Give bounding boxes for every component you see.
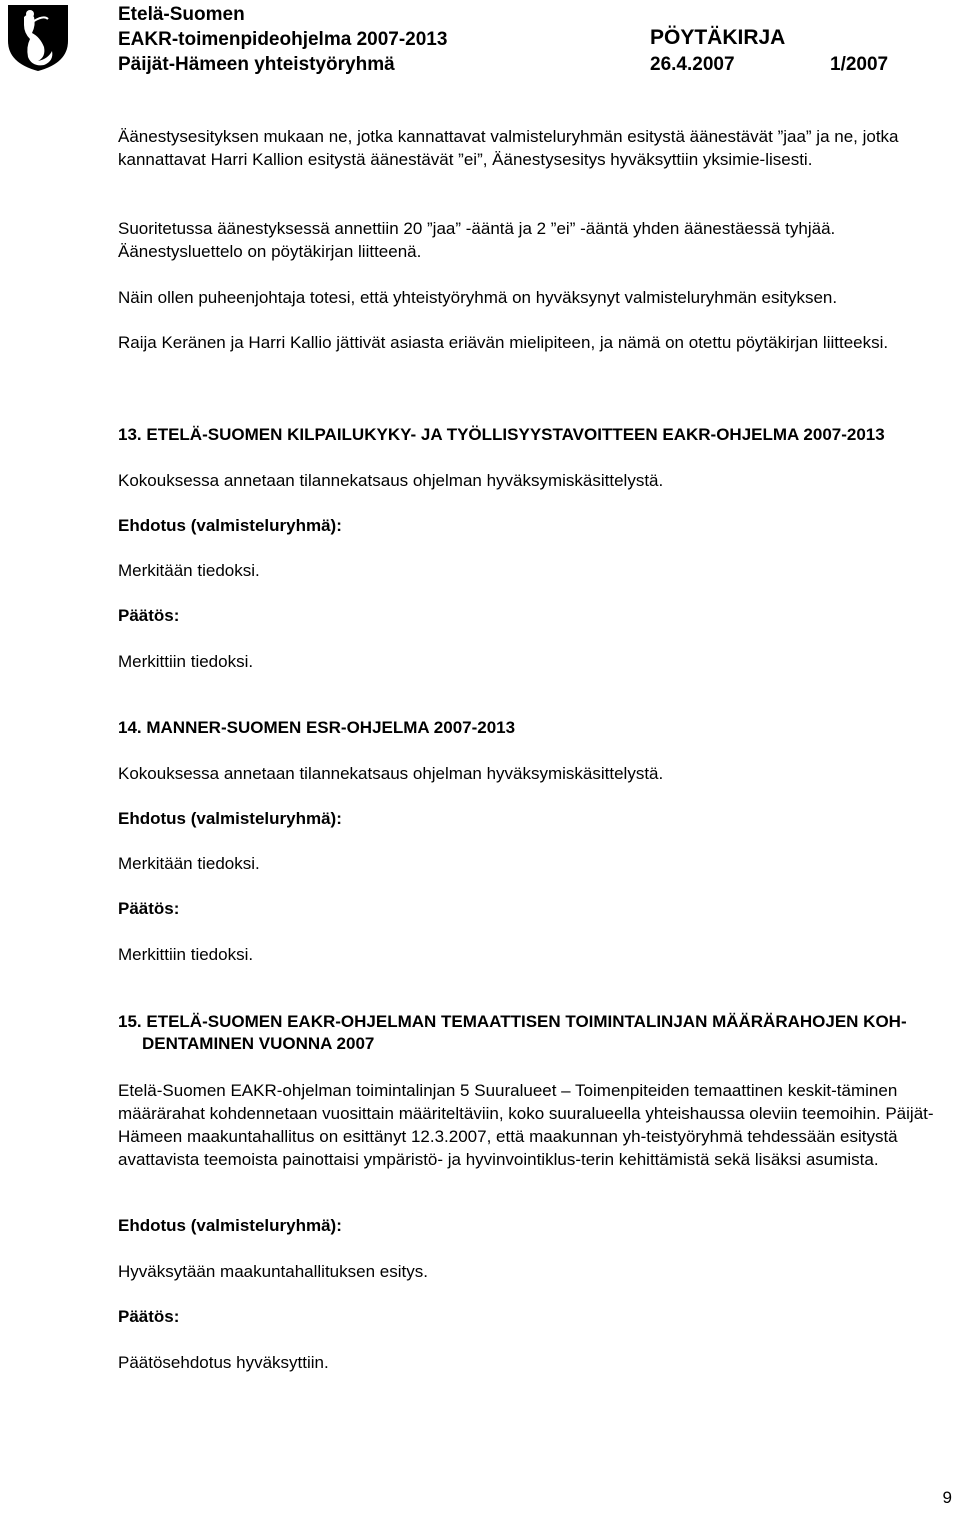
committee-name: Päijät-Hämeen yhteistyöryhmä [118,54,395,75]
section-13-decision-label: Päätös: [118,606,180,625]
program-name: EAKR-toimenpideohjelma 2007-2013 [118,29,448,50]
organization-name: Etelä-Suomen [118,4,245,25]
document-date: 26.4.2007 [650,54,735,75]
section-13-heading: 13. ETELÄ-SUOMEN KILPAILUKYKY- JA TYÖLLISYYSTAVOITTEEN EAKR-OHJELMA 2007-2013 [118,425,885,444]
dissent-paragraph: Raija Keränen ja Harri Kallio jättivät asiasta eriävän mielipiteen, ja nämä on otettu pöytäkirjan liitteeksi. [118,333,889,352]
section-14-decision-label: Päätös: [118,899,180,918]
vote-proposal-paragraph: Äänestysesityksen mukaan ne, jotka kannattavat valmisteluryhmän esitystä äänestävät ”jaa” ja ne, jotka kannattavat Harri Kallion esitystä äänestävät ”ei”, Äänestysesitys hyväksyttiin yksimie-lisesti. [118,127,899,169]
section-15-text: Etelä-Suomen EAKR-ohjelman toimintalinjan 5 Suuralueet – Toimenpiteiden temaattinen keskit-täminen määrärahat kohdennetaan vuosittain määriteltäviin, koko suuralueella yhteishaussa oleviin teemoihin. Päijät-Hämeen maakuntahallitus on esittänyt 12.3.2007, että maakunnan yh-teistyöryhmä tehdessään esitystä avattavista teemoista painottaisi ympäristö- ja hyvinvointiklus-terin kehittämistä sekä lisäksi asumista. [118,1081,934,1169]
section-15-decision-label: Päätös: [118,1307,180,1326]
section-14-proposal: Merkitään tiedoksi. [118,854,260,873]
section-14-decision: Merkittiin tiedoksi. [118,945,254,964]
section-15-decision: Päätösehdotus hyväksyttiin. [118,1353,329,1372]
section-13-decision: Merkittiin tiedoksi. [118,652,254,671]
chair-statement-paragraph: Näin ollen puheenjohtaja totesi, että yhteistyöryhmä on hyväksynyt valmisteluryhmän esityksen. [118,288,838,307]
section-13-text: Kokouksessa annetaan tilannekatsaus ohjelman hyväksymiskäsittelystä. [118,471,664,490]
document-type: PÖYTÄKIRJA [650,26,786,49]
section-14-text: Kokouksessa annetaan tilannekatsaus ohjelman hyväksymiskäsittelystä. [118,764,664,783]
section-15-proposal-label: Ehdotus (valmisteluryhmä): [118,1216,342,1235]
section-14-heading: 14. MANNER-SUOMEN ESR-OHJELMA 2007-2013 [118,718,516,737]
section-13-proposal: Merkitään tiedoksi. [118,561,260,580]
section-15-heading-line2: DENTAMINEN VUONNA 2007 [142,1034,375,1053]
document-number: 1/2007 [830,54,889,75]
section-14-proposal-label: Ehdotus (valmisteluryhmä): [118,809,342,828]
section-13-proposal-label: Ehdotus (valmisteluryhmä): [118,516,342,535]
section-15-heading-line1: 15. ETELÄ-SUOMEN EAKR-OHJELMAN TEMAATTISEN TOIMINTALINJAN MÄÄRÄRAHOJEN KOH- [118,1012,907,1031]
page-number: 9 [942,1488,952,1507]
section-15-heading [118,1011,938,1055]
section-15-proposal: Hyväksytään maakuntahallituksen esitys. [118,1262,428,1281]
mermaid-coat-of-arms-icon [4,3,72,73]
vote-result-paragraph: Suoritetussa äänestyksessä annettiin 20 ”jaa” -ääntä ja 2 ”ei” -ääntä yhden äänestäessä tyhjää. Äänestysluettelo on pöytäkirjan liitteenä. [118,219,836,261]
